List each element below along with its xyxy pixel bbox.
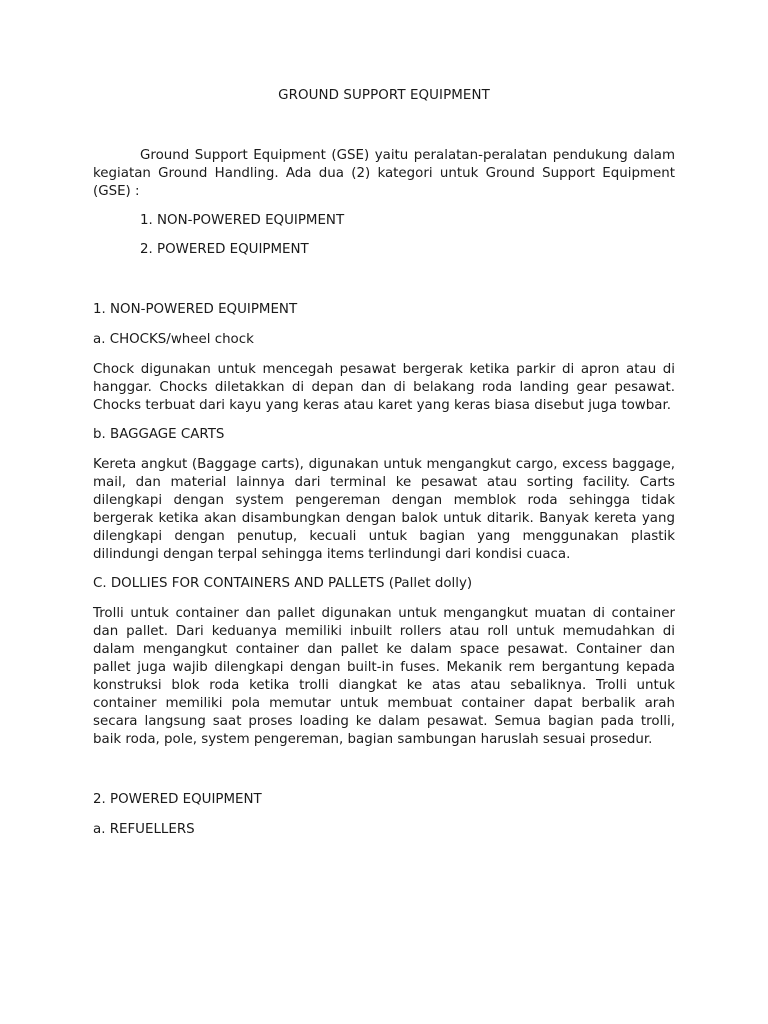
category-item-2: 2. POWERED EQUIPMENT bbox=[140, 242, 309, 257]
chocks-heading: a. CHOCKS/wheel chock bbox=[93, 332, 254, 347]
baggage-carts-heading: b. BAGGAGE CARTS bbox=[93, 427, 225, 442]
refuellers-heading: a. REFUELLERS bbox=[93, 822, 195, 837]
chocks-paragraph: Chock digunakan untuk mencegah pesawat bergerak ketika parkir di apron atau di hanggar. Chocks diletakkan di depan dan di belakang roda landing gear pesawat. Chocks terbuat dari kayu yang keras atau karet yang keras biasa disebut juga towbar. bbox=[93, 362, 675, 413]
document-page bbox=[93, 86, 675, 839]
dollies-paragraph: Trolli untuk container dan pallet digunakan untuk mengangkut muatan di container dan pallet. Dari keduanya memiliki inbuilt rollers atau roll untuk memudahkan di dalam mengangkut container dan pallet ke dalam space pesawat. Container dan pallet juga wajib dilengkapi dengan built-in fuses. Mekanik rem bergantung kepada konstruksi blok roda ketika trolli diangkat ke atas atau sebaliknya. Trolli untuk container memiliki pola memutar untuk membuat container dapat berbalik arah secara langsung saat proses loading ke dalam pesawat. Semua bagian pada trolli, baik roda, pole, system pengereman, bagian sambungan haruslah sesuai prosedur. bbox=[93, 606, 675, 747]
document-title: GROUND SUPPORT EQUIPMENT bbox=[278, 88, 490, 103]
baggage-carts-paragraph: Kereta angkut (Baggage carts), digunakan untuk mengangkut cargo, excess baggage, mail, dan material lainnya dari terminal ke pesawat atau sorting facility. Carts dilengkapi dengan system pengereman dengan memblok roda sehingga tidak bergerak ketika akan disambungkan dengan balok untuk ditarik. Banyak kereta yang dilengkapi dengan penutup, kecuali untuk bagian yang menggunakan plastik dilindungi dengan terpal sehingga items terlindungi dari kondisi cuaca. bbox=[93, 457, 675, 562]
dollies-heading: C. DOLLIES FOR CONTAINERS AND PALLETS (Pallet dolly) bbox=[93, 576, 473, 591]
section1-heading: 1. NON-POWERED EQUIPMENT bbox=[93, 302, 298, 317]
section2-heading: 2. POWERED EQUIPMENT bbox=[93, 792, 262, 807]
intro-paragraph: Ground Support Equipment (GSE) yaitu peralatan-peralatan pendukung dalam kegiatan Ground Handling. Ada dua (2) kategori untuk Ground Support Equipment (GSE) : bbox=[93, 148, 675, 199]
category-item-1: 1. NON-POWERED EQUIPMENT bbox=[140, 213, 345, 228]
